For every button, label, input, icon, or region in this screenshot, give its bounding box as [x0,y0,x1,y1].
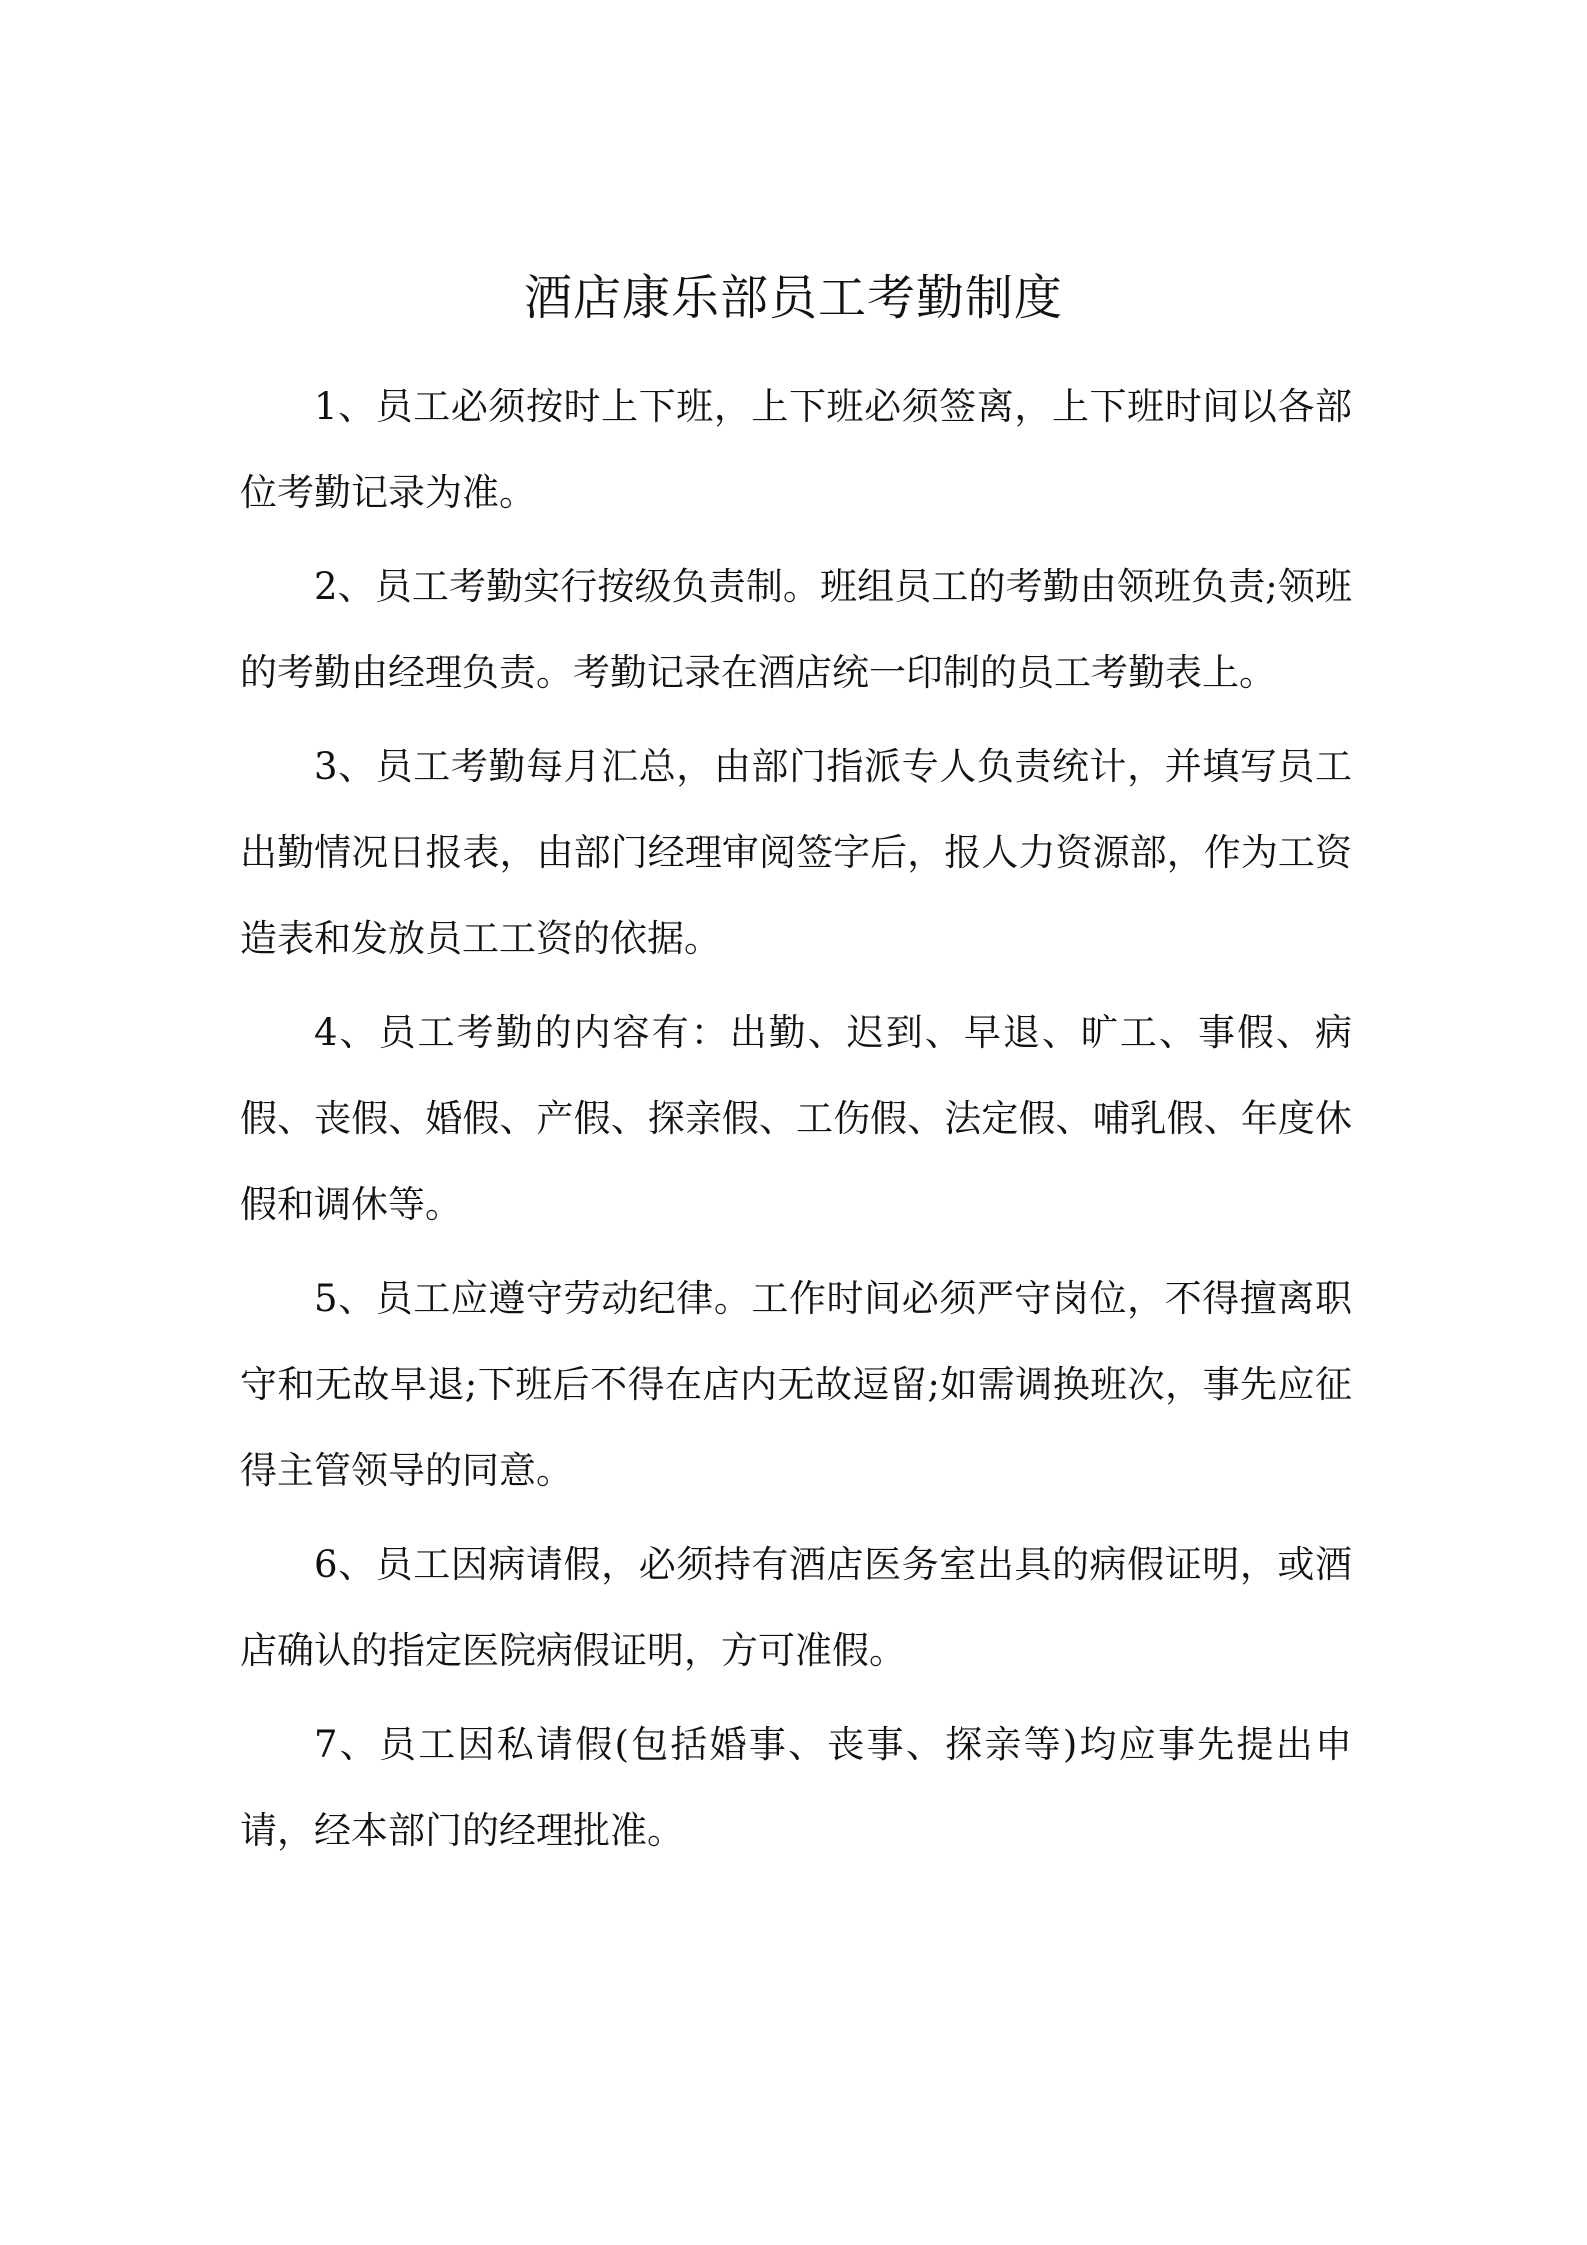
paragraph-5: 5、员工应遵守劳动纪律。工作时间必须严守岗位，不得擅离职守和无故早退;下班后不得在店内无故逗留;如需调换班次，事先应征得主管领导的同意。 [240,1277,1352,1492]
paragraph-7: 7、员工因私请假(包括婚事、丧事、探亲等)均应事先提出申请，经本部门的经理批准。 [240,1723,1352,1852]
paragraph-1: 1、员工必须按时上下班，上下班必须签离，上下班时间以各部位考勤记录为准。 [240,385,1352,514]
paragraph-6: 6、员工因病请假，必须持有酒店医务室出具的病假证明，或酒店确认的指定医院病假证明，方可准假。 [240,1543,1352,1672]
paragraph-3: 3、员工考勤每月汇总，由部门指派专人负责统计，并填写员工出勤情况日报表，由部门经理审阅签字后，报人力资源部，作为工资造表和发放员工工资的依据。 [240,745,1352,960]
document-title: 酒店康乐部员工考勤制度 [523,270,1063,326]
document-body [240,364,1352,1882]
paragraph-2: 2、员工考勤实行按级负责制。班组员工的考勤由领班负责;领班的考勤由经理负责。考勤记录在酒店统一印制的员工考勤表上。 [240,565,1352,694]
paragraph-4: 4、员工考勤的内容有：出勤、迟到、早退、旷工、事假、病假、丧假、婚假、产假、探亲假、工伤假、法定假、哺乳假、年度休假和调休等。 [240,1011,1352,1226]
